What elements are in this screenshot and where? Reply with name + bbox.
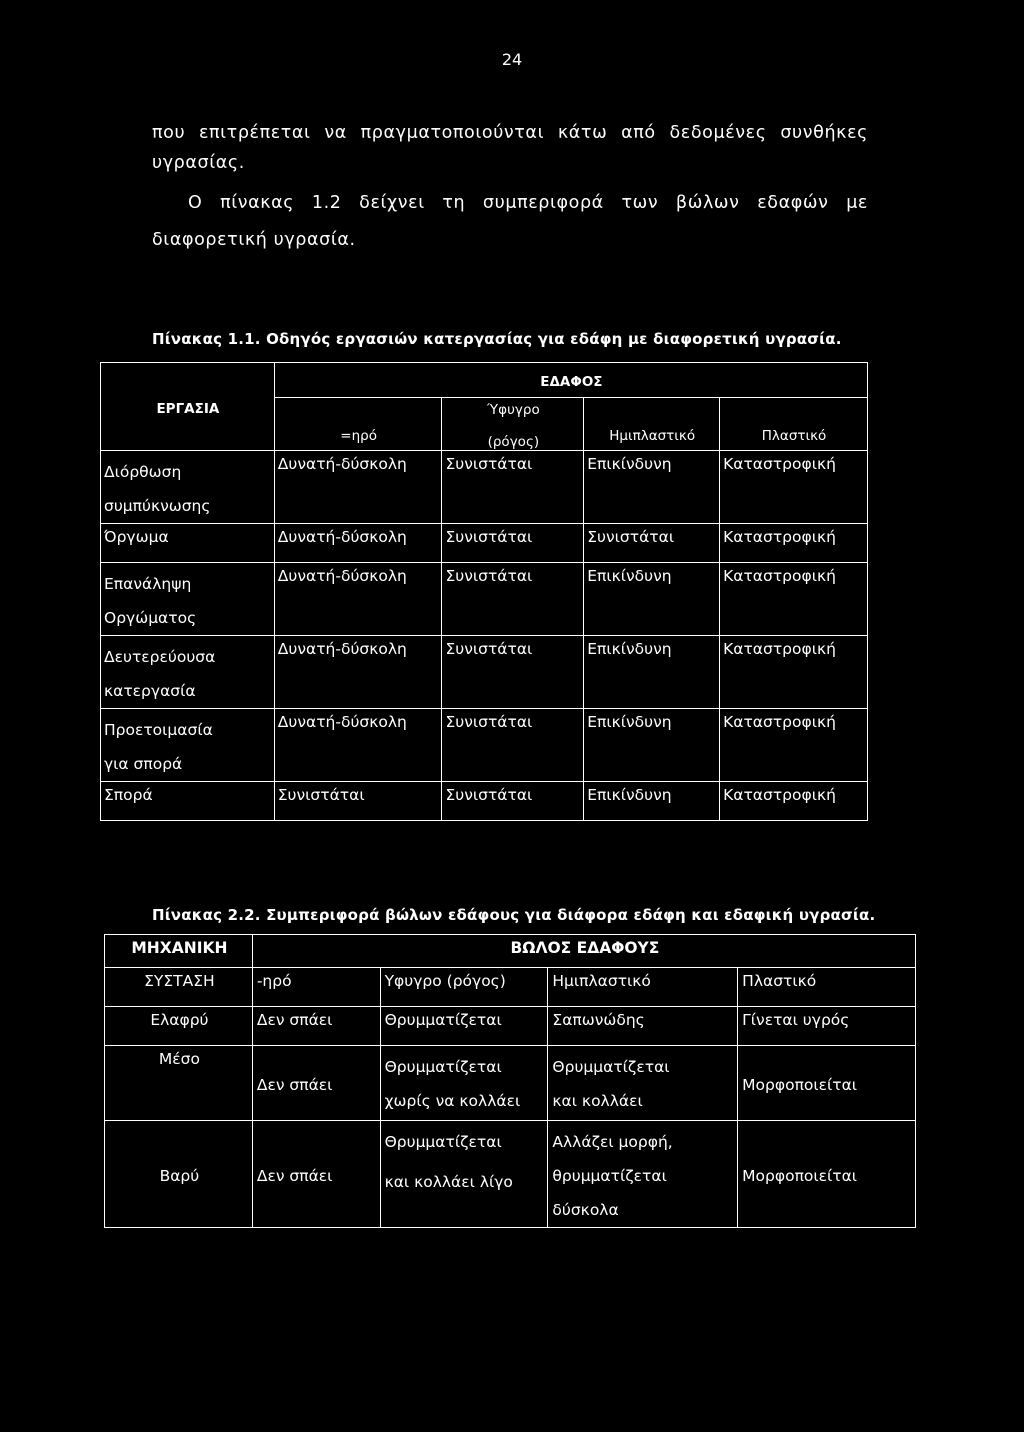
task-line: Προετοιμασία	[104, 721, 213, 739]
cell-semi: Συνιστάται	[584, 524, 720, 563]
cell-plastic: Καταστροφική	[720, 709, 868, 782]
cell-dry: Δεν σπάει	[252, 1121, 380, 1228]
header-moist-line2: (ρόγος)	[487, 434, 540, 450]
cell-plastic: Μορφοποιείται	[738, 1046, 916, 1121]
header-clod: ΒΩΛΟΣ ΕΔΑΦΟΥΣ	[252, 935, 915, 968]
cell-moist-line: Θρυμματίζεται	[384, 1133, 502, 1151]
cell-semi-line: Θρυμματίζεται	[552, 1058, 670, 1076]
cell-dry: Δυνατή-δύσκολη	[274, 636, 442, 709]
task-line: Όργωμα	[104, 528, 169, 546]
task-line: συμπύκνωσης	[104, 497, 211, 515]
header-comp: ΣΥΣΤΑΣΗ	[105, 968, 253, 1007]
task-line: Σπορά	[104, 786, 153, 804]
cell-moist: Συνιστάται	[442, 563, 584, 636]
table2	[104, 934, 916, 1228]
cell-dry: Δυνατή-δύσκολη	[274, 451, 442, 524]
header-semi-plastic: Ημιπλαστικό	[584, 398, 720, 451]
table-row	[101, 782, 868, 821]
header-semi: Ημιπλαστικό	[548, 968, 738, 1007]
cell-dry: Συνιστάται	[274, 782, 442, 821]
cell-dry: Δυνατή-δύσκολη	[274, 709, 442, 782]
table-row	[101, 451, 868, 524]
cell-plastic: Καταστροφική	[720, 636, 868, 709]
table-row	[101, 524, 868, 563]
header-soil: ΕΔΑΦΟΣ	[274, 363, 867, 398]
header-dry: -ηρό	[252, 968, 380, 1007]
task-line: για σπορά	[104, 755, 183, 773]
header-plastic: Πλαστικό	[720, 398, 868, 451]
cell-plastic: Μορφοποιείται	[738, 1121, 916, 1228]
cell-moist: Συνιστάται	[442, 636, 584, 709]
paragraph-line: διαφορετική υγρασία.	[152, 230, 356, 250]
paragraph-line: Ο πίνακας 1.2 δείχνει τη συμπεριφορά των βώλων εδαφών με	[188, 193, 868, 213]
page-number: 24	[501, 50, 523, 69]
cell-moist: Συνιστάται	[442, 709, 584, 782]
task-line: κατεργασία	[104, 682, 196, 700]
table-row	[101, 709, 868, 782]
header-moist: Υφυγρο (ρόγος)	[380, 968, 548, 1007]
cell-semi: Επικίνδυνη	[584, 709, 720, 782]
cell-semi: Επικίνδυνη	[584, 451, 720, 524]
task-line: Διόρθωση	[104, 463, 182, 481]
cell-plastic: Καταστροφική	[720, 782, 868, 821]
task-line: Δευτερεύουσα	[104, 648, 216, 666]
table-row	[105, 1046, 916, 1121]
table1	[100, 362, 868, 821]
cell-moist: Συνιστάται	[442, 451, 584, 524]
table2-caption: Πίνακας 2.2. Συμπεριφορά βώλων εδάφους για διάφορα εδάφη και εδαφική υγρασία.	[152, 906, 876, 924]
paragraph-line: υγρασίας.	[152, 153, 245, 173]
cell-moist: Συνιστάται	[442, 782, 584, 821]
cell-dry: Δεν σπάει	[252, 1046, 380, 1121]
table-row	[101, 563, 868, 636]
composition-medium: Μέσο	[105, 1046, 253, 1121]
header-moist	[442, 398, 584, 451]
cell-moist-line: και κολλάει λίγο	[384, 1173, 513, 1191]
cell-semi-line: και κολλάει	[552, 1092, 643, 1110]
table-row	[101, 636, 868, 709]
header-task: ΕΡΓΑΣΙΑ	[101, 363, 275, 451]
header-plastic: Πλαστικό	[738, 968, 916, 1007]
cell-dry: Δυνατή-δύσκολη	[274, 524, 442, 563]
table-row	[105, 1121, 916, 1228]
header-dry: =ηρό	[274, 398, 442, 451]
cell-semi: Επικίνδυνη	[584, 782, 720, 821]
cell-plastic: Καταστροφική	[720, 451, 868, 524]
header-moist-line1: Ύφυγρο	[487, 402, 540, 418]
cell-plastic: Καταστροφική	[720, 524, 868, 563]
cell-plastic: Καταστροφική	[720, 563, 868, 636]
cell-dry: Δεν σπάει	[252, 1007, 380, 1046]
cell-semi: Επικίνδυνη	[584, 563, 720, 636]
cell-moist-line: Θρυμματίζεται	[384, 1058, 502, 1076]
cell-semi-line: θρυμματίζεται	[552, 1167, 667, 1185]
task-line: Οργώματος	[104, 609, 197, 627]
cell-moist-line: χωρίς να κολλάει	[384, 1092, 521, 1110]
paragraph-line: που επιτρέπεται να πραγματοποιούνται κάτω από δεδομένες συνθήκες	[152, 123, 868, 143]
cell-semi-line: Αλλάζει μορφή,	[552, 1133, 673, 1151]
cell-semi: Σαπωνώδης	[548, 1007, 738, 1046]
cell-plastic: Γίνεται υγρός	[738, 1007, 916, 1046]
composition-light: Ελαφρύ	[105, 1007, 253, 1046]
cell-semi-line: δύσκολα	[552, 1201, 619, 1219]
header-mech: ΜΗΧΑΝΙΚΗ	[105, 935, 253, 968]
cell-semi: Επικίνδυνη	[584, 636, 720, 709]
composition-heavy: Βαρύ	[105, 1121, 253, 1228]
cell-moist: Συνιστάται	[442, 524, 584, 563]
table-row	[105, 1007, 916, 1046]
cell-moist: Θρυμματίζεται	[380, 1007, 548, 1046]
table1-caption: Πίνακας 1.1. Οδηγός εργασιών κατεργασίας για εδάφη με διαφορετική υγρασία.	[152, 330, 842, 348]
cell-dry: Δυνατή-δύσκολη	[274, 563, 442, 636]
task-line: Επανάληψη	[104, 575, 192, 593]
